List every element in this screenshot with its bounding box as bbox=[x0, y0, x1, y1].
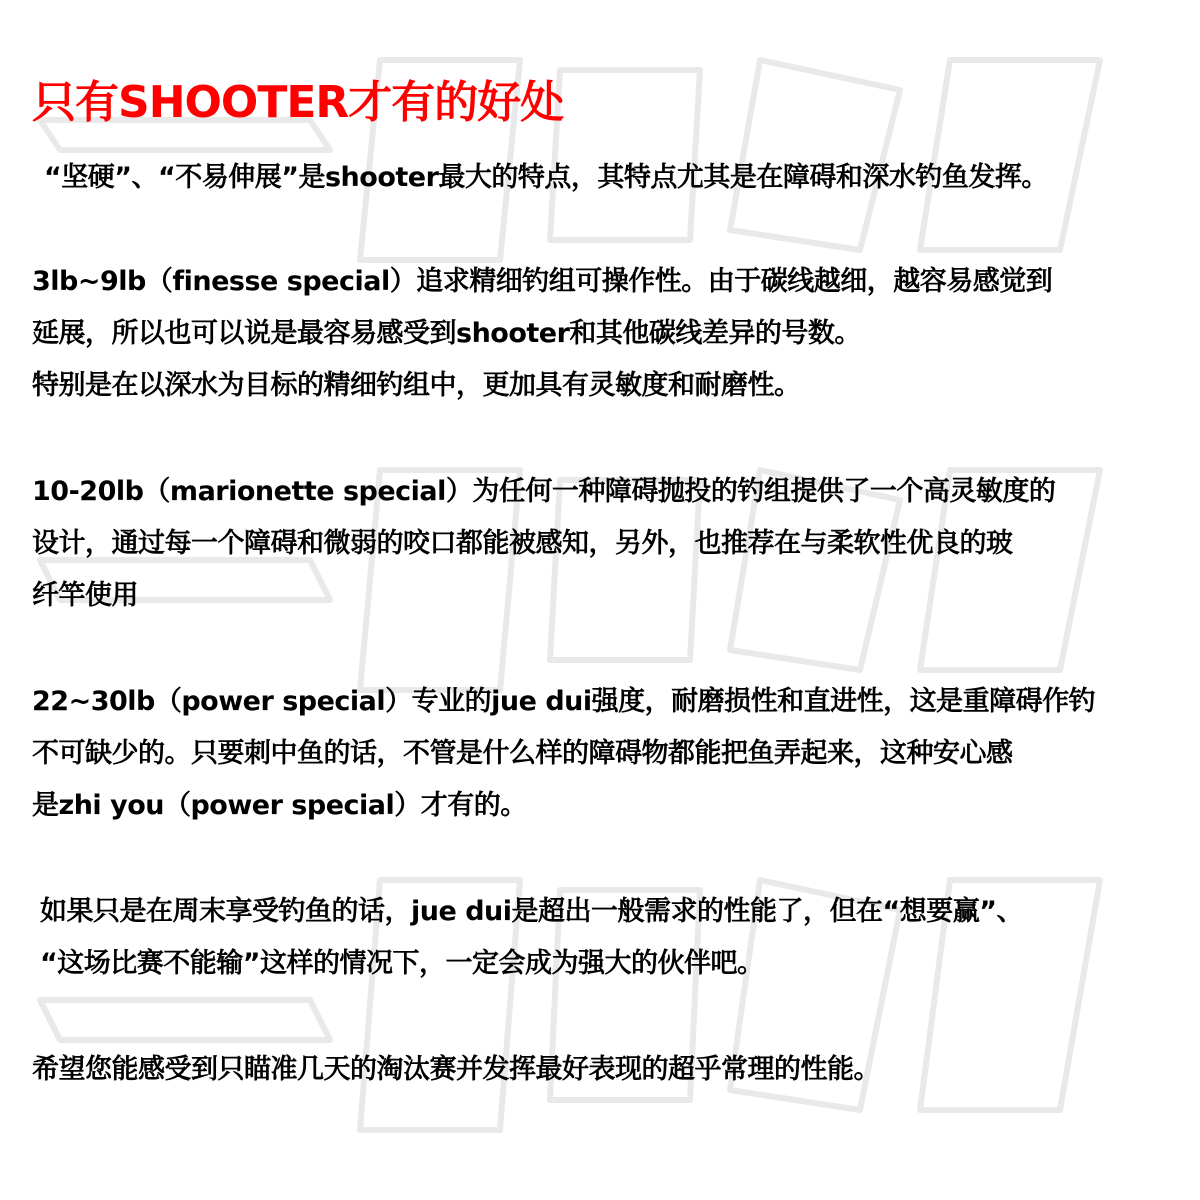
paragraph-line: 22~30lb（power special）专业的jue dui强度，耐磨损性和直进性，这是重障碍作钓 bbox=[32, 686, 1096, 717]
paragraph-line: 希望您能感受到只瞄准几天的淘汰赛并发挥最好表现的超乎常理的性能。 bbox=[32, 1054, 880, 1085]
paragraph-marionette-special bbox=[32, 466, 1055, 622]
paragraph-finesse-special bbox=[32, 256, 1052, 412]
paragraph-line: 10-20lb（marionette special）为任何一种障碍抛投的钓组提供了一个高灵敏度的 bbox=[32, 476, 1056, 507]
paragraph-line: 如果只是在周末享受钓鱼的话，jue dui是超出一般需求的性能了，但在“想要赢”、 bbox=[40, 896, 1023, 927]
page-title: 只有SHOOTER才有的好处 bbox=[32, 77, 564, 128]
paragraph-line: “坚硬”、“不易伸展”是shooter最大的特点，其特点尤其是在障碍和深水钓鱼发挥。 bbox=[44, 162, 1048, 193]
paragraph-features bbox=[44, 152, 1048, 204]
paragraph-line: “这场比赛不能输”这样的情况下，一定会成为强大的伙伴吧。 bbox=[40, 948, 764, 979]
paragraph-line: 设计，通过每一个障碍和微弱的咬口都能被感知，另外，也推荐在与柔软性优良的玻 bbox=[32, 528, 1013, 559]
paragraph-closing bbox=[32, 1044, 880, 1096]
paragraph-line: 纤竿使用 bbox=[32, 580, 138, 611]
paragraph-line: 不可缺少的。只要刺中鱼的话，不管是什么样的障碍物都能把鱼弄起来，这种安心感 bbox=[32, 738, 1013, 769]
paragraph-power-special bbox=[32, 676, 1095, 832]
paragraph-line: 3lb~9lb（finesse special）追求精细钓组可操作性。由于碳线越细，越容易感觉到 bbox=[32, 266, 1053, 297]
paragraph-line: 延展，所以也可以说是最容易感受到shooter和其他碳线差异的号数。 bbox=[32, 318, 861, 349]
paragraph-line: 是zhi you（power special）才有的。 bbox=[32, 790, 527, 821]
paragraph-line: 特别是在以深水为目标的精细钓组中，更加具有灵敏度和耐磨性。 bbox=[32, 370, 801, 401]
paragraph-weekend-fishing bbox=[40, 886, 1023, 990]
